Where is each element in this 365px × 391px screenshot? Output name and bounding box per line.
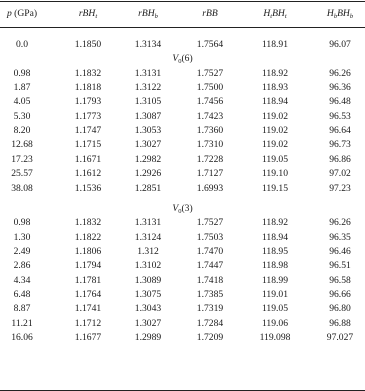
table-cell: 0.0 — [16, 39, 28, 50]
table-cell: 1.7360 — [196, 125, 224, 137]
table-cell: 96.58 — [329, 274, 351, 286]
table-row — [0, 245, 365, 259]
table-row — [0, 331, 365, 345]
table-cell: 1.30 — [13, 231, 31, 243]
table-cell: 119.01 — [261, 288, 289, 300]
table-cell: 1.7470 — [196, 245, 224, 257]
table-cell: 96.86 — [329, 153, 351, 165]
table-cell: 1.1781 — [74, 274, 102, 286]
table-cell: 1.1794 — [74, 260, 102, 272]
table-cell: 1.7456 — [196, 96, 224, 108]
table-cell: 96.26 — [329, 67, 351, 79]
table-cell: 1.1712 — [74, 317, 102, 329]
table-cell: 119.02 — [261, 125, 289, 137]
table-cell: 1.87 — [13, 82, 31, 94]
table-cell: 17.23 — [11, 153, 33, 165]
table-cell: 38.08 — [11, 182, 33, 194]
table-row — [0, 259, 365, 273]
section-label-subscript: 0 — [178, 207, 182, 215]
table-row — [0, 138, 365, 152]
table-cell: 1.7319 — [196, 303, 224, 315]
table-cell: 1.7310 — [196, 139, 224, 151]
table-cell: 1.1747 — [74, 125, 102, 137]
header-rbhb: rBH$_b$ — [138, 8, 158, 20]
table-cell: 1.7209 — [196, 332, 224, 343]
table-cell: 1.7284 — [196, 317, 224, 329]
table-cell: 1.7228 — [196, 153, 224, 165]
table-cell: 96.48 — [329, 96, 351, 108]
table-cell: 16.06 — [11, 332, 33, 343]
table-cell: 96.88 — [329, 317, 351, 329]
table-cell: 1.7500 — [196, 82, 224, 94]
table-cell: 118.94 — [261, 96, 289, 108]
section-label — [0, 52, 365, 66]
table-cell: 96.35 — [329, 231, 351, 243]
table-cell: 1.1677 — [74, 332, 102, 343]
table-cell: 1.7127 — [196, 168, 224, 180]
table-cell: 96.64 — [329, 125, 351, 137]
table-cell: 119.05 — [261, 303, 289, 315]
table-cell: 2.49 — [13, 245, 31, 257]
header-rule — [0, 27, 365, 28]
table-cell: 0.98 — [13, 67, 31, 79]
section-label-symbol: V — [172, 202, 179, 214]
table-cell: 1.1715 — [74, 139, 102, 151]
table-cell: 96.66 — [329, 288, 351, 300]
table-cell: 8.87 — [13, 303, 31, 315]
table-cell: 118.95 — [261, 245, 289, 257]
table-row — [0, 95, 365, 109]
table-cell: 1.7503 — [196, 231, 224, 243]
table-cell: 1.3089 — [134, 274, 162, 286]
section-label — [0, 202, 365, 216]
table-cell: 5.30 — [13, 110, 31, 122]
table-cell: 1.3134 — [134, 39, 162, 50]
table-cell: 1.3043 — [134, 303, 162, 315]
table-cell: 1.7564 — [196, 39, 224, 50]
table-cell: 1.1818 — [74, 82, 102, 94]
table-cell: 1.7527 — [196, 217, 224, 229]
table-row — [0, 153, 365, 167]
table-cell: 1.3102 — [134, 260, 162, 272]
table-cell: 96.46 — [329, 245, 351, 257]
table-row — [0, 67, 365, 81]
section-label-subscript: 0 — [178, 58, 182, 66]
table-row — [0, 231, 365, 245]
table-cell: 4.05 — [13, 96, 31, 108]
table-cell: 2.86 — [13, 260, 31, 272]
table-cell: 12.68 — [11, 139, 33, 151]
table-row — [0, 182, 365, 196]
table-cell: 96.80 — [329, 303, 351, 315]
table-cell: 1.1850 — [74, 39, 102, 50]
table-cell: 1.2982 — [134, 153, 162, 165]
table-row — [0, 81, 365, 95]
section-label-symbol: V — [172, 53, 179, 65]
table-cell: 118.94 — [261, 231, 289, 243]
table-cell: 96.26 — [329, 217, 351, 229]
table-cell: 1.3131 — [134, 67, 162, 79]
table-cell: 0.98 — [13, 217, 31, 229]
table-row — [0, 288, 365, 302]
table-cell: 118.92 — [261, 217, 289, 229]
table-cell: 1.312 — [137, 245, 159, 257]
table-cell: 1.1741 — [74, 303, 102, 315]
header-hbbhb: $H_bBH_b$ — [326, 8, 354, 20]
table-cell: 1.1832 — [74, 67, 102, 79]
table-cell: 8.20 — [13, 125, 31, 137]
table-row — [0, 124, 365, 138]
table-cell: 1.3053 — [134, 125, 162, 137]
table-cell: 1.1806 — [74, 245, 102, 257]
table-cell: 1.7385 — [196, 288, 224, 300]
table-cell: 119.10 — [261, 168, 289, 180]
table-cell: 118.98 — [261, 260, 289, 272]
table-row — [0, 216, 365, 230]
table-cell: 1.7447 — [196, 260, 224, 272]
table-cell: 96.51 — [329, 260, 351, 272]
table-cell: 97.23 — [329, 182, 351, 194]
table-cell: 1.1832 — [74, 217, 102, 229]
section-label-argument: (6) — [181, 53, 193, 65]
table-cell: 1.3075 — [134, 288, 162, 300]
table-cell: 1.1773 — [74, 110, 102, 122]
top-rule — [0, 1, 365, 2]
table-cell: 1.3131 — [134, 217, 162, 229]
table-cell: 1.7423 — [196, 110, 224, 122]
table-cell: 1.1612 — [74, 168, 102, 180]
header-rbht: rBH$_t$ — [78, 8, 98, 20]
header-row — [0, 7, 365, 21]
header-pressure: p (GPa) — [6, 8, 38, 19]
table-cell: 1.1822 — [74, 231, 102, 243]
table-cell: 96.73 — [329, 139, 351, 151]
table-cell: 96.36 — [329, 82, 351, 94]
table-cell: 118.99 — [261, 274, 289, 286]
table-cell: 119.02 — [261, 110, 289, 122]
table-cell: 1.3124 — [134, 231, 162, 243]
section-label-argument: (3) — [181, 202, 193, 214]
table-cell: 1.2851 — [134, 182, 162, 194]
table-cell: 25.57 — [11, 168, 33, 180]
table-cell: 118.93 — [261, 82, 289, 94]
table-cell: 1.3027 — [134, 317, 162, 329]
table-cell: 1.1764 — [74, 288, 102, 300]
table-row — [0, 317, 365, 331]
table-cell: 1.1671 — [74, 153, 102, 165]
header-rbb: rBB — [202, 8, 218, 19]
table-cell: 119.02 — [261, 139, 289, 151]
table-row — [0, 302, 365, 316]
table-cell: 97.027 — [326, 332, 354, 343]
table-cell: 1.6993 — [196, 182, 224, 194]
table-cell: 1.2989 — [134, 332, 162, 343]
table-cell: 6.48 — [13, 288, 31, 300]
table-cell: 119.098 — [259, 332, 291, 343]
table-cell: 1.7527 — [196, 67, 224, 79]
table-cell: 119.15 — [261, 182, 289, 194]
table-cell: 1.3087 — [134, 110, 162, 122]
table-cell: 1.3105 — [134, 96, 162, 108]
table-cell: 1.2926 — [134, 168, 162, 180]
table-cell: 11.21 — [11, 317, 33, 329]
table-cell: 97.02 — [329, 168, 351, 180]
table-cell: 1.3027 — [134, 139, 162, 151]
table-cell: 96.07 — [329, 39, 351, 50]
table-cell: 119.06 — [261, 317, 289, 329]
table-cell: 1.7418 — [196, 274, 224, 286]
table-cell: 1.3122 — [134, 82, 162, 94]
table-row — [0, 38, 365, 52]
table-cell: 1.1536 — [74, 182, 102, 194]
table-cell: 96.53 — [329, 110, 351, 122]
table-cell: 118.91 — [261, 39, 289, 50]
table-row — [0, 274, 365, 288]
table-row — [0, 110, 365, 124]
table-cell: 119.05 — [261, 153, 289, 165]
table-cell: 1.1793 — [74, 96, 102, 108]
table-row — [0, 167, 365, 181]
table-cell: 118.92 — [261, 67, 289, 79]
header-htbht: $H_tBH_t$ — [263, 8, 287, 20]
table-cell: 4.34 — [13, 274, 31, 286]
